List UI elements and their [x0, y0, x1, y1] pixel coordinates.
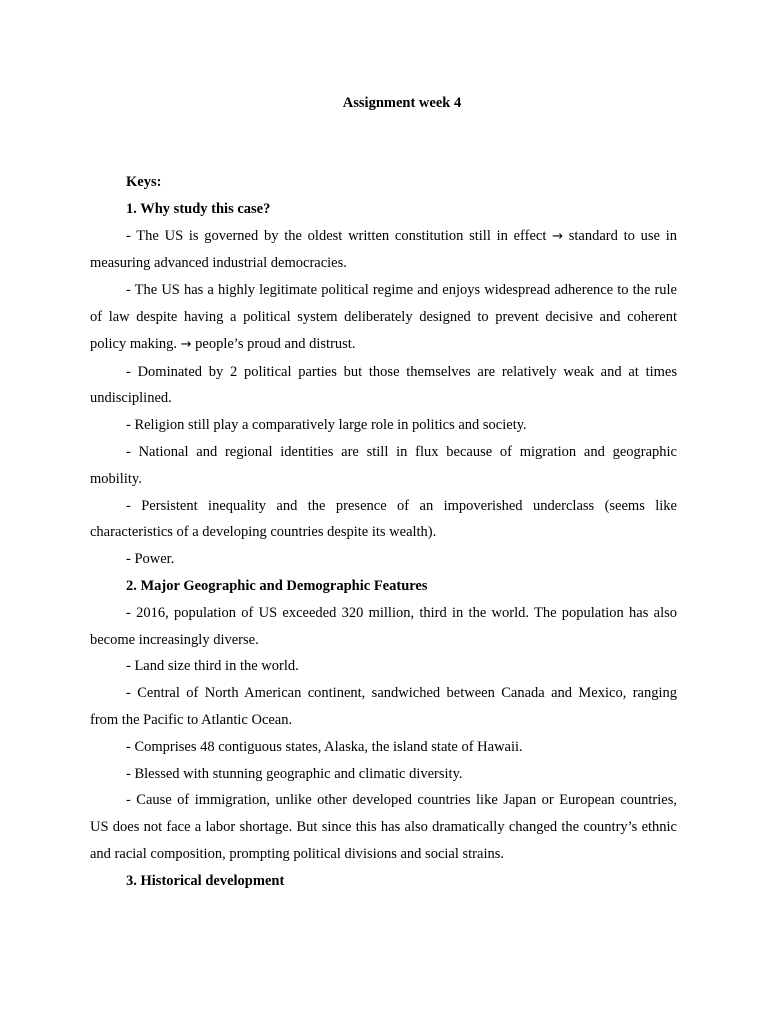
section-2-item: - Comprises 48 contiguous states, Alaska, the island state of Hawaii.: [126, 738, 523, 755]
section-1-item: - The US is governed by the oldest written constitution still in effect → standard to use in measuring advanced industrial democracies.: [90, 227, 677, 272]
right-arrow-icon: →: [552, 228, 563, 244]
section-2-item: - Cause of immigration, unlike other developed countries like Japan or European countries, US does not face a labor shortage. But since this has also dramatically changed the country’s ethnic and racial composition, prompting political divisions and social strains.: [90, 792, 677, 862]
right-arrow-icon: →: [180, 336, 192, 352]
section-1-item: - Dominated by 2 political parties but those themselves are relatively weak and at times undisciplined.: [90, 363, 677, 407]
document-title: Assignment week 4: [342, 95, 462, 111]
section-2-item: - 2016, population of US exceeded 320 million, third in the world. The population has also become increasingly diverse.: [90, 604, 677, 648]
document-body: [90, 169, 677, 895]
section-1-item: - National and regional identities are still in flux because of migration and geographic mobility.: [90, 443, 677, 487]
section-3-heading: 3. Historical development: [126, 872, 285, 889]
section-1-item: - Persistent inequality and the presence of an impoverished underclass (seems like characteristics of a developing countries despite its wealth).: [90, 497, 677, 541]
section-2-item: - Central of North American continent, sandwiched between Canada and Mexico, ranging from the Pacific to Atlantic Ocean.: [90, 685, 677, 728]
keys-label: Keys:: [126, 174, 162, 190]
section-2-heading: 2. Major Geographic and Demographic Features: [126, 577, 428, 594]
section-1-item: - Power.: [126, 551, 175, 568]
section-1-item: - The US has a highly legitimate political regime and enjoys widespread adherence to the rule of law despite having a political system deliberately designed to prevent decisive and coherent policy making. → people’s proud and distrust.: [90, 282, 677, 352]
section-2-item: - Blessed with stunning geographic and climatic diversity.: [126, 765, 463, 782]
section-1-item: - Religion still play a comparatively large role in politics and society.: [126, 417, 527, 434]
section-2-item: - Land size third in the world.: [126, 658, 299, 675]
section-1-heading: 1. Why study this case?: [126, 200, 271, 217]
